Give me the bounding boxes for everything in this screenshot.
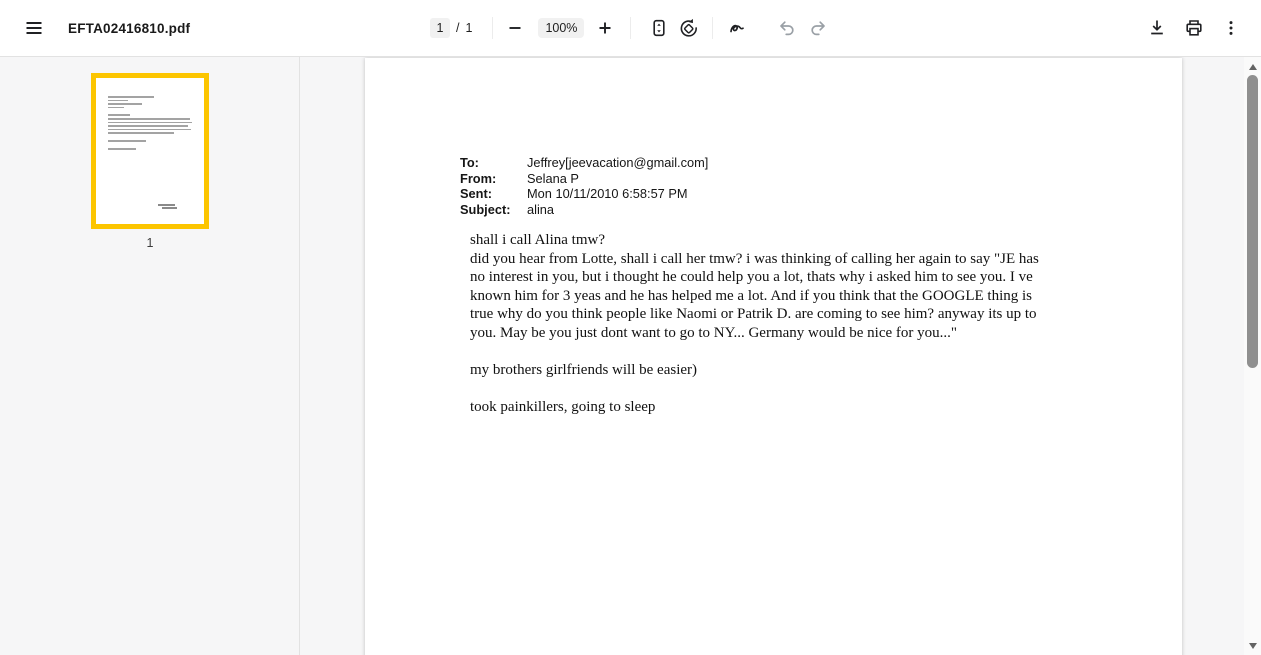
body-line: no interest in you, but i thought he could help you a lot, thats why i asked him to see you. I ve bbox=[470, 269, 1033, 286]
kebab-menu-icon bbox=[1222, 19, 1240, 37]
plus-icon bbox=[596, 19, 614, 37]
body-line bbox=[470, 343, 1039, 362]
pdf-viewport bbox=[301, 57, 1244, 655]
toolbar-divider bbox=[712, 17, 713, 39]
email-body-text bbox=[470, 231, 1039, 417]
scroll-down-button[interactable] bbox=[1244, 638, 1261, 653]
email-header-block bbox=[460, 155, 708, 218]
page-number-input[interactable]: 1 bbox=[430, 18, 450, 38]
thumbnail-page-preview bbox=[96, 78, 204, 224]
thumbnail-selected-highlight bbox=[91, 73, 209, 229]
body-line: my brothers girlfriends will be easier) bbox=[470, 362, 698, 379]
hamburger-icon bbox=[24, 18, 44, 38]
body-line: true why do you think people like Naomi or Patrik D. are coming to see him? anyway its up to bbox=[470, 306, 1037, 323]
arrow-down-icon bbox=[1249, 643, 1257, 649]
fit-page-icon bbox=[649, 18, 669, 38]
minus-icon bbox=[506, 19, 524, 37]
document-title: EFTA02416810.pdf bbox=[68, 20, 191, 36]
thumbnail-page-number: 1 bbox=[146, 236, 154, 250]
scroll-up-button[interactable] bbox=[1244, 59, 1261, 74]
redo-button[interactable] bbox=[804, 14, 832, 42]
pdf-page-1 bbox=[365, 58, 1182, 655]
toolbar-divider bbox=[630, 17, 631, 39]
menu-button[interactable] bbox=[20, 14, 48, 42]
download-icon bbox=[1147, 18, 1167, 38]
fit-to-page-button[interactable] bbox=[645, 14, 673, 42]
body-line: you. May be you just dont want to go to NY... Germany would be nice for you..." bbox=[470, 324, 958, 341]
email-header-sent bbox=[460, 186, 708, 202]
print-button[interactable] bbox=[1180, 14, 1208, 42]
sent-label: Sent: bbox=[460, 186, 492, 202]
to-label: To: bbox=[460, 155, 479, 170]
zoom-level-display[interactable]: 100% bbox=[538, 18, 584, 38]
from-label: From: bbox=[460, 170, 497, 186]
email-header-to bbox=[460, 155, 708, 171]
page-separator: / bbox=[456, 21, 460, 35]
annotate-button[interactable] bbox=[723, 14, 751, 42]
undo-icon bbox=[777, 18, 797, 38]
rotate-button[interactable] bbox=[674, 14, 702, 42]
body-line: shall i call Alina tmw? bbox=[470, 232, 605, 248]
vertical-scrollbar[interactable] bbox=[1244, 57, 1261, 655]
undo-button[interactable] bbox=[773, 14, 801, 42]
zoom-out-button[interactable] bbox=[501, 14, 529, 42]
more-options-button[interactable] bbox=[1217, 14, 1245, 42]
subject-value: alina bbox=[527, 202, 555, 218]
sent-value: Mon 10/11/2010 6:58:57 PM bbox=[527, 186, 688, 202]
toolbar-divider bbox=[492, 17, 493, 39]
page-total: 1 bbox=[465, 21, 473, 35]
email-header-subject bbox=[460, 202, 708, 218]
page-thumbnail[interactable] bbox=[91, 73, 209, 250]
subject-label: Subject: bbox=[460, 202, 511, 218]
pdf-viewer-toolbar bbox=[0, 0, 1261, 57]
body-line: took painkillers, going to sleep bbox=[470, 399, 656, 416]
scrollbar-thumb[interactable] bbox=[1247, 75, 1258, 368]
draw-squiggle-icon bbox=[727, 18, 747, 38]
redo-icon bbox=[808, 18, 828, 38]
zoom-in-button[interactable] bbox=[591, 14, 619, 42]
to-value: Jeffrey[jeevacation@gmail.com] bbox=[527, 155, 709, 170]
thumbnail-sidebar bbox=[0, 57, 300, 655]
print-icon bbox=[1184, 18, 1204, 38]
viewer-content-area bbox=[0, 57, 1261, 655]
rotate-counterclockwise-icon bbox=[678, 18, 699, 39]
page-count bbox=[456, 21, 472, 35]
from-value: Selana P bbox=[527, 170, 579, 186]
email-header-from bbox=[460, 171, 708, 187]
download-button[interactable] bbox=[1143, 14, 1171, 42]
arrow-up-icon bbox=[1249, 64, 1257, 70]
body-line bbox=[470, 380, 1039, 399]
body-line: did you hear from Lotte, shall i call her tmw? i was thinking of calling her again to say "JE has bbox=[470, 250, 1039, 267]
body-line: known him for 3 yeas and he has helped me a lot. And if you think that the GOOGLE thing is bbox=[470, 287, 1032, 304]
